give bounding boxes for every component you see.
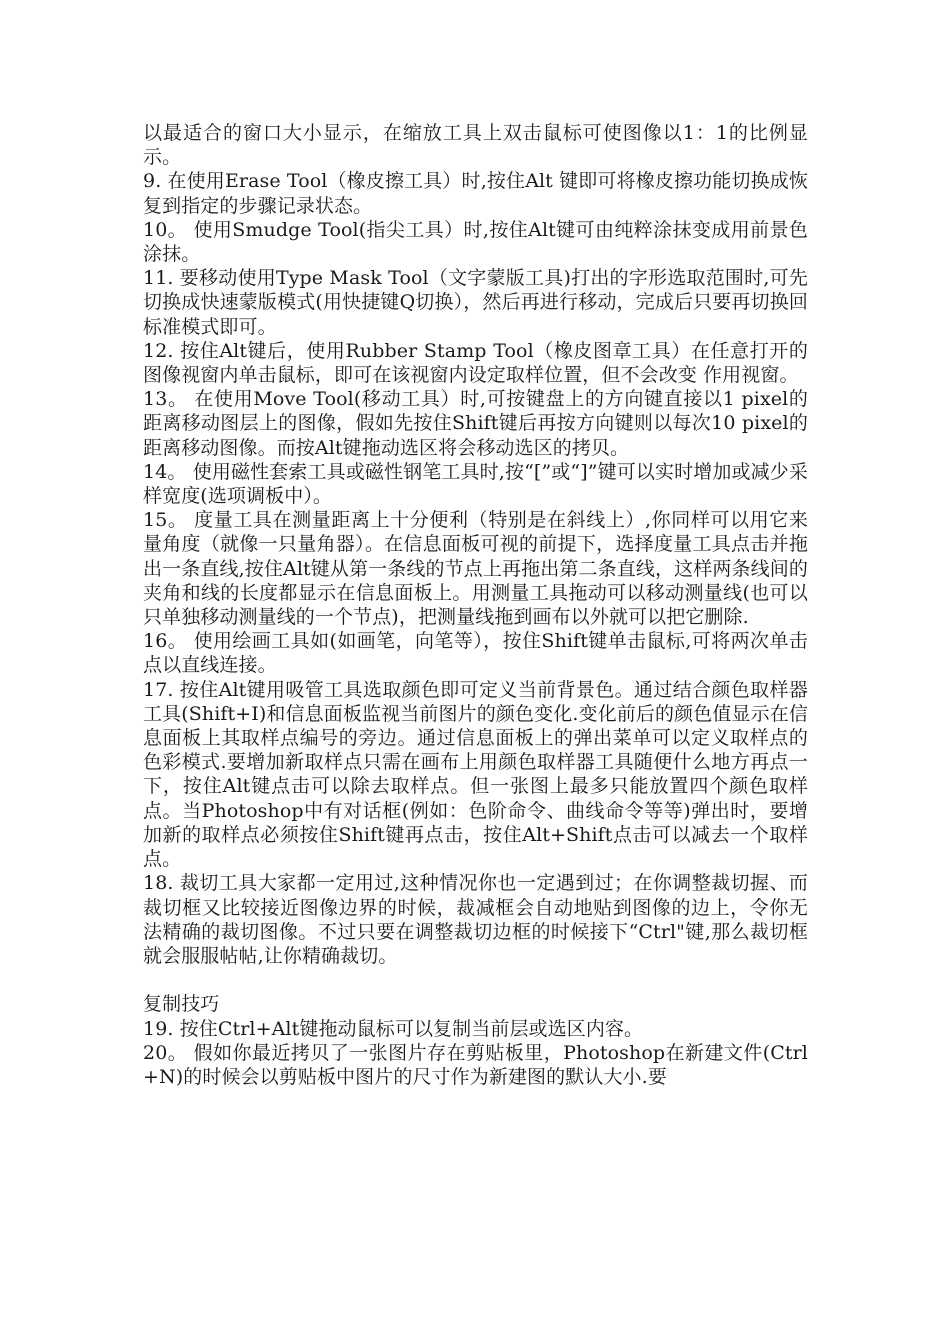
section-heading: 复制技巧: [143, 993, 220, 1016]
paragraph-tip-20: 20。 假如你最近拷贝了一张图片存在剪贴板里，Photoshop在新建文件(Ctrl+N)的时候会以剪贴板中图片的尺寸作为新建图的默认大小.要: [143, 1041, 808, 1088]
paragraph-tip-14: 14。 使用磁性套索工具或磁性钢笔工具时,按“[”或“]”键可以实时增加或减少采样宽度(选项调板中）。: [143, 460, 808, 508]
paragraph-tip-17: 17. 按住Alt键用吸管工具选取颜色即可定义当前背景色。通过结合颜色取样器工具(Shift+I)和信息面板监视当前图片的颜色变化.变化前后的颜色值显示在信息面板上其取样点编号的旁边。通过信息面板上的弹出菜单可以定义取样点的色彩模式.要增加新取样点只需在画布上用颜色取样器工具随便什么地方再点一下，按住Alt键点击可以除去取样点。但一张图上最多只能放置四个颜色取样点。当Photoshop中有对话框(例如：色阶命令、曲线命令等等)弹出时，要增加新的取样点必须按住Shift键再点击，按住Alt+Shift点击可以减去一个取样点。: [143, 678, 808, 871]
paragraph-tip-10: 10。 使用Smudge Tool(指尖工具）时,按住Alt键可由纯粹涂抹变成用前景色涂抹。: [143, 218, 808, 266]
paragraph-tip-16: 16。 使用绘画工具如(如画笔，向笔等），按住Shift键单击鼠标,可将两次单击点以直线连接。: [143, 630, 808, 677]
paragraph-tip-13: 13。 在使用Move Tool(移动工具）时,可按键盘上的方向键直接以1 pixel的距离移动图层上的图像，假如先按住Shift键后再按方向键则以每次10 pixel的距离移动图像。而按Alt键拖动选区将会移动选区的拷贝。: [143, 388, 808, 459]
paragraph-tip-9: 9. 在使用Erase Tool（橡皮擦工具）时,按住Alt 键即可将橡皮擦功能切换成恢复到指定的步骤记录状态。: [143, 170, 808, 217]
paragraph-tip-12: 12. 按住Alt键后，使用Rubber Stamp Tool（橡皮图章工具）在任意打开的图像视窗内单击鼠标，即可在该视窗内设定取样位置，但不会改变 作用视窗。: [143, 339, 808, 387]
paragraph-tip-15: 15。 度量工具在测量距离上十分便利（特别是在斜线上）,你同样可以用它来量角度（就像一只量角器）。在信息面板可视的前提下，选择度量工具点击并拖出一条直线,按住Alt键从第一条线的节点上再拖出第二条直线，这样两条线间的夹角和线的长度都显示在信息面板上。用测量工具拖动可以移动测量线(也可以只单独移动测量线的一个节点)，把测量线拖到画布以外就可以把它删除.: [143, 509, 808, 629]
paragraph-tip-18: 18. 裁切工具大家都一定用过,这种情况你也一定遇到过；在你调整裁切握、而裁切框又比较接近图像边界的时候，裁减框会自动地贴到图像的边上，令你无法精确的裁切图像。不过只要在调整裁切边框的时候接下“Ctrl"键,那么裁切框就会服服帖帖,让你精确裁切。: [143, 872, 808, 967]
blank-line: [143, 968, 808, 992]
paragraph-zoom-continuation: 以最适合的窗口大小显示，在缩放工具上双击鼠标可使图像以1：1的比例显示。: [143, 122, 808, 169]
paragraph-tip-11: 11. 要移动使用Type Mask Tool（文字蒙版工具)打出的字形选取范围时,可先切换成快速蒙版模式(用快捷键Q切换），然后再进行移动，完成后只要再切换回标准模式即可。: [143, 267, 808, 338]
paragraph-tip-19: 19. 按住Ctrl+Alt键拖动鼠标可以复制当前层或选区内容。: [143, 1017, 644, 1040]
document-page: [143, 121, 808, 1089]
